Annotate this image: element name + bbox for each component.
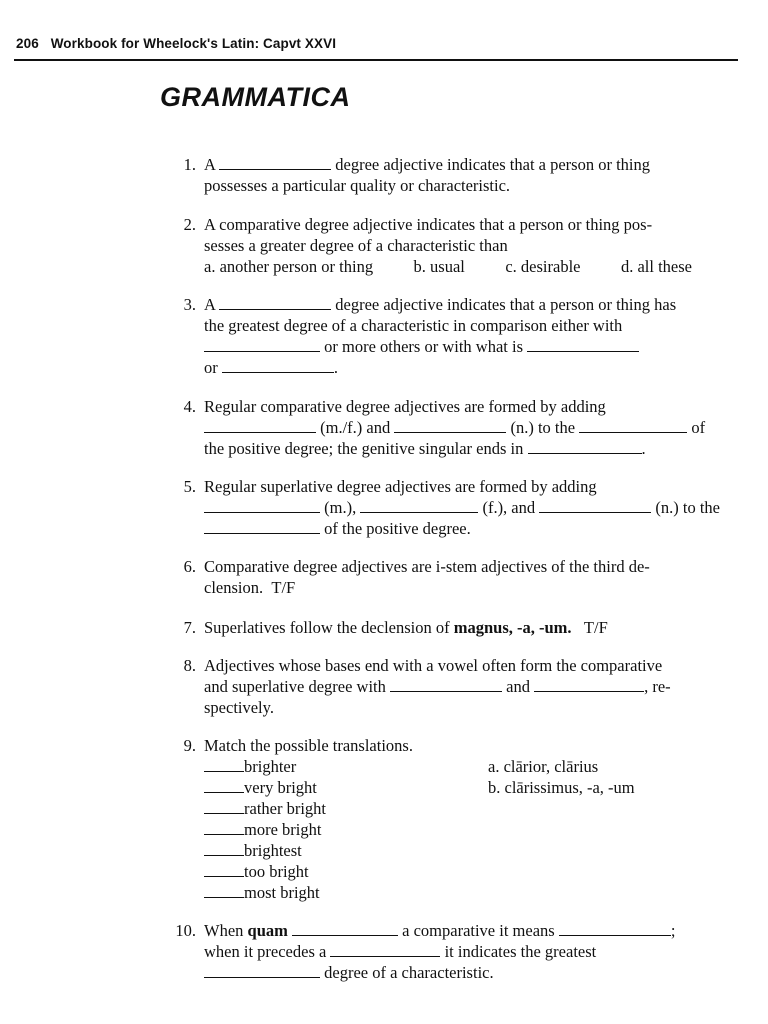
true-false[interactable]: T/F [583,618,608,637]
answer-blank[interactable] [579,418,687,433]
choice-row [204,256,692,277]
answer-blank[interactable] [527,337,639,352]
answer-blank[interactable] [219,155,331,170]
answer-blank[interactable] [219,295,331,310]
answer-blank[interactable] [204,337,320,352]
question-number: 8. [183,656,196,675]
match-item: most bright [204,882,746,903]
match-item: too bright [204,861,746,882]
true-false[interactable]: T/F [271,578,296,597]
header-rule [14,59,738,61]
question-number: 5. [183,477,196,496]
match-option-a: a. clārior, clārius [488,757,599,776]
answer-blank[interactable] [390,677,502,692]
question-number: 3. [183,295,196,314]
answer-blank[interactable] [539,498,651,513]
match-item: brighter [204,756,746,777]
answer-blank[interactable] [204,883,244,898]
choice-a: a. another person or thing [204,257,374,276]
answer-blank[interactable] [394,418,506,433]
answer-blank[interactable] [534,677,644,692]
question-number: 1. [183,155,196,174]
question-number: 9. [183,736,196,755]
choice-c: c. desirable [505,257,581,276]
answer-blank[interactable] [222,358,334,373]
answer-blank[interactable] [330,942,440,957]
match-item: rather bright [204,798,746,819]
match-item: brightest [204,840,746,861]
question-number: 6. [183,557,196,576]
answer-blank[interactable] [204,862,244,877]
question-number: 10. [175,921,196,940]
answer-blank[interactable] [360,498,478,513]
answer-blank[interactable] [204,799,244,814]
answer-blank[interactable] [204,778,244,793]
answer-blank[interactable] [204,820,244,835]
answer-blank[interactable] [204,498,320,513]
answer-blank[interactable] [204,519,320,534]
answer-blank[interactable] [204,418,316,433]
answer-blank[interactable] [204,963,320,978]
latin-term: quam [247,921,288,940]
latin-term: magnus, -a, -um. [453,618,572,637]
question-number: 7. [183,618,196,637]
running-header [16,36,738,51]
question-number: 4. [183,397,196,416]
answer-blank[interactable] [204,757,244,772]
section-title: GRAMMATICA [160,82,351,112]
match-item: very bright [204,777,746,798]
match-option-b: b. clārissimus, -a, -um [488,778,635,797]
match-options [488,756,635,798]
answer-blank[interactable] [292,921,398,936]
running-title: Workbook for Wheelock's Latin: Capvt XXVI [50,36,337,51]
answer-blank[interactable] [559,921,671,936]
match-item: more bright [204,819,746,840]
answer-blank[interactable] [528,439,642,454]
page-number: 206 [16,36,39,51]
choice-b: b. usual [413,257,465,276]
question-number: 2. [183,215,196,234]
answer-blank[interactable] [204,841,244,856]
choice-d: d. all these [620,257,692,276]
